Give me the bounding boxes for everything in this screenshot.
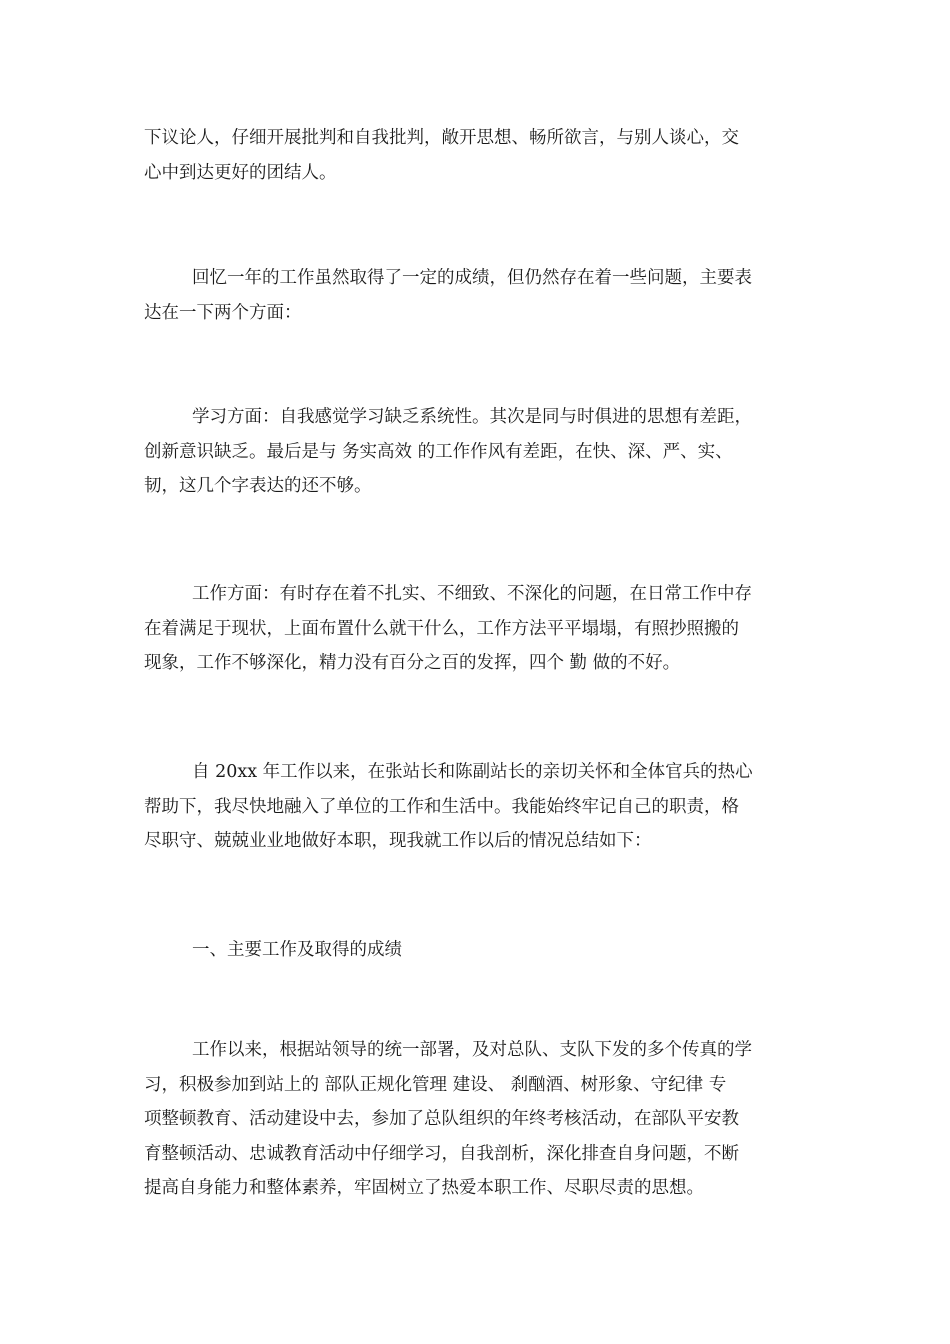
paragraph-line: 尽职守、兢兢业业地做好本职，现我就工作以后的情况总结如下：	[144, 831, 652, 851]
paragraph-line: 帮助下，我尽快地融入了单位的工作和生活中。我能始终牢记自己的职责，格	[144, 796, 739, 817]
paragraph-line: 下议论人，仔细开展批判和自我批判，敞开思想、畅所欲言，与别人谈心，交	[144, 128, 739, 148]
paragraph-line: 工作方面：有时存在着不扎实、不细致、不深化的问题，在日常工作中存	[192, 584, 752, 604]
paragraph-line: 工作以来，根据站领导的统一部署，及对总队、支队下发的多个传真的学	[192, 1040, 752, 1060]
paragraph-2	[144, 261, 804, 330]
paragraph-line: 在着满足于现状，上面布置什么就干什么，工作方法平平塌塌，有照抄照搬的	[144, 618, 739, 639]
paragraph-1	[144, 121, 804, 190]
paragraph-4	[144, 577, 804, 681]
paragraph-line: 创新意识缺乏。最后是与 务实高效 的工作作风有差距，在快、深、严、实、	[144, 441, 733, 462]
paragraph-line: 一、主要工作及取得的成绩	[192, 940, 402, 960]
paragraph-7	[144, 1033, 804, 1206]
paragraph-line: 项整顿教育、活动建设中去，参加了总队组织的年终考核活动，在部队平安教	[144, 1109, 739, 1129]
paragraph-3	[144, 400, 804, 504]
paragraph-line: 习，积极参加到站上的 部队正规化管理 建设、 刹酗酒、树形象、守纪律 专	[144, 1074, 727, 1095]
paragraph-line: 提高自身能力和整体素养，牢固树立了热爱本职工作、尽职尽责的思想。	[144, 1178, 704, 1198]
paragraph-line: 心中到达更好的团结人。	[144, 162, 337, 183]
paragraph-line: 韧，这几个字表达的还不够。	[144, 476, 372, 496]
paragraph-line: 达在一下两个方面：	[144, 302, 302, 323]
paragraph-line: 自 20xx 年工作以来，在张站长和陈副站长的亲切关怀和全体官兵的热心	[192, 762, 753, 782]
paragraph-line: 现象，工作不够深化，精力没有百分之百的发挥，四个 勤 做的不好。	[144, 653, 681, 673]
section-heading	[144, 933, 804, 968]
paragraph-5	[144, 755, 804, 859]
paragraph-line: 育整顿活动、忠诚教育活动中仔细学习，自我剖析，深化排查自身问题，不断	[144, 1143, 739, 1164]
paragraph-line: 学习方面：自我感觉学习缺乏系统性。其次是同与时俱进的思想有差距，	[192, 407, 752, 427]
paragraph-line: 回忆一年的工作虽然取得了一定的成绩，但仍然存在着一些问题，主要表	[192, 268, 752, 288]
